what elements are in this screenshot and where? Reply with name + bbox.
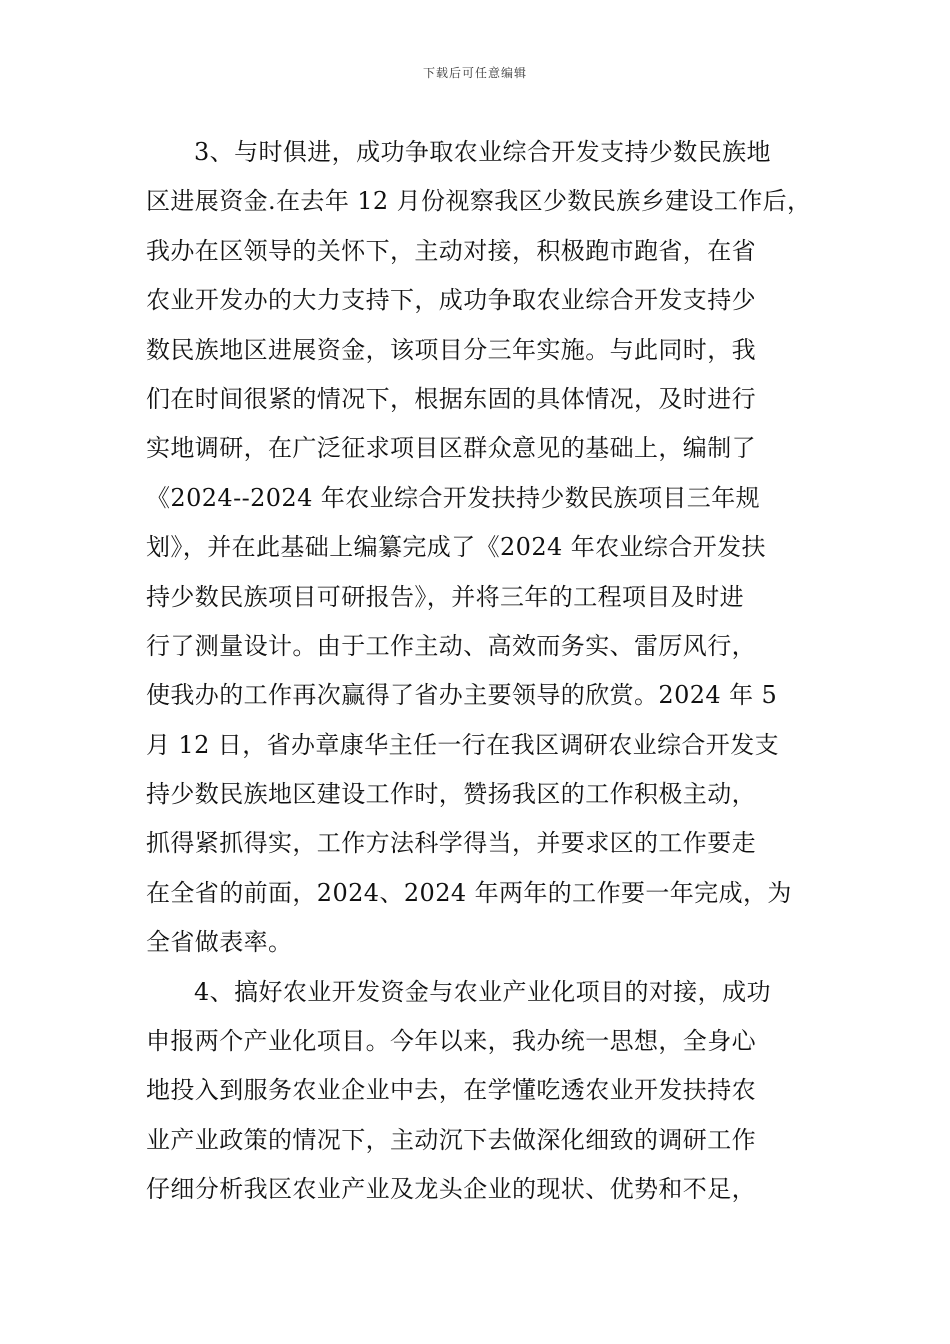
- paragraph-3: [146, 128, 812, 968]
- text-line: 行了测量设计。由于工作主动、高效而务实、雷厉风行，: [146, 631, 756, 660]
- text-line: 数民族地区进展资金，该项目分三年实施。与此同时，我: [146, 335, 756, 364]
- text-line: 划》，并在此基础上编纂完成了《2024 年农业综合开发扶: [146, 533, 766, 562]
- paragraph-4: [146, 968, 808, 1215]
- text-line: 使我办的工作再次赢得了省办主要领导的欣赏。2024 年 5: [146, 681, 778, 710]
- page-header: 下载后可任意编辑: [422, 66, 527, 80]
- text-line: 仔细分析我区农业产业及龙头企业的现状、优势和不足，: [146, 1175, 756, 1204]
- text-line: 业产业政策的情况下，主动沉下去做深化细致的调研工作: [146, 1125, 756, 1154]
- text-line: 在全省的前面，2024、2024 年两年的工作要一年完成，为: [146, 878, 792, 907]
- text-line: 们在时间很紧的情况下，根据东固的具体情况，及时进行: [146, 384, 756, 413]
- text-line: 持少数民族地区建设工作时，赞扬我区的工作积极主动，: [146, 780, 756, 809]
- text-line: 4、搞好农业开发资金与农业产业化项目的对接，成功: [194, 977, 771, 1006]
- document-body: [146, 128, 812, 1215]
- text-line: 申报两个产业化项目。今年以来，我办统一思想，全身心: [146, 1027, 756, 1056]
- text-line: 地投入到服务农业企业中去，在学懂吃透农业开发扶持农: [146, 1076, 756, 1105]
- text-line: 月 12 日，省办章康华主任一行在我区调研农业综合开发支: [146, 730, 779, 759]
- text-line: 实地调研，在广泛征求项目区群众意见的基础上，编制了: [146, 434, 756, 463]
- text-line: 区进展资金.在去年 12 月份视察我区少数民族乡建设工作后，: [146, 187, 812, 216]
- text-line: 全省做表率。: [146, 928, 293, 957]
- text-line: 持少数民族项目可研报告》，并将三年的工程项目及时进: [146, 582, 744, 611]
- text-line: 抓得紧抓得实，工作方法科学得当，并要求区的工作要走: [146, 829, 756, 858]
- text-line: 3、与时俱进，成功争取农业综合开发支持少数民族地: [194, 138, 771, 166]
- text-line: 《2024--2024 年农业综合开发扶持少数民族项目三年规: [146, 483, 761, 512]
- text-line: 农业开发办的大力支持下，成功争取农业综合开发支持少: [146, 286, 756, 315]
- text-line: 我办在区领导的关怀下，主动对接，积极跑市跑省，在省: [146, 236, 756, 265]
